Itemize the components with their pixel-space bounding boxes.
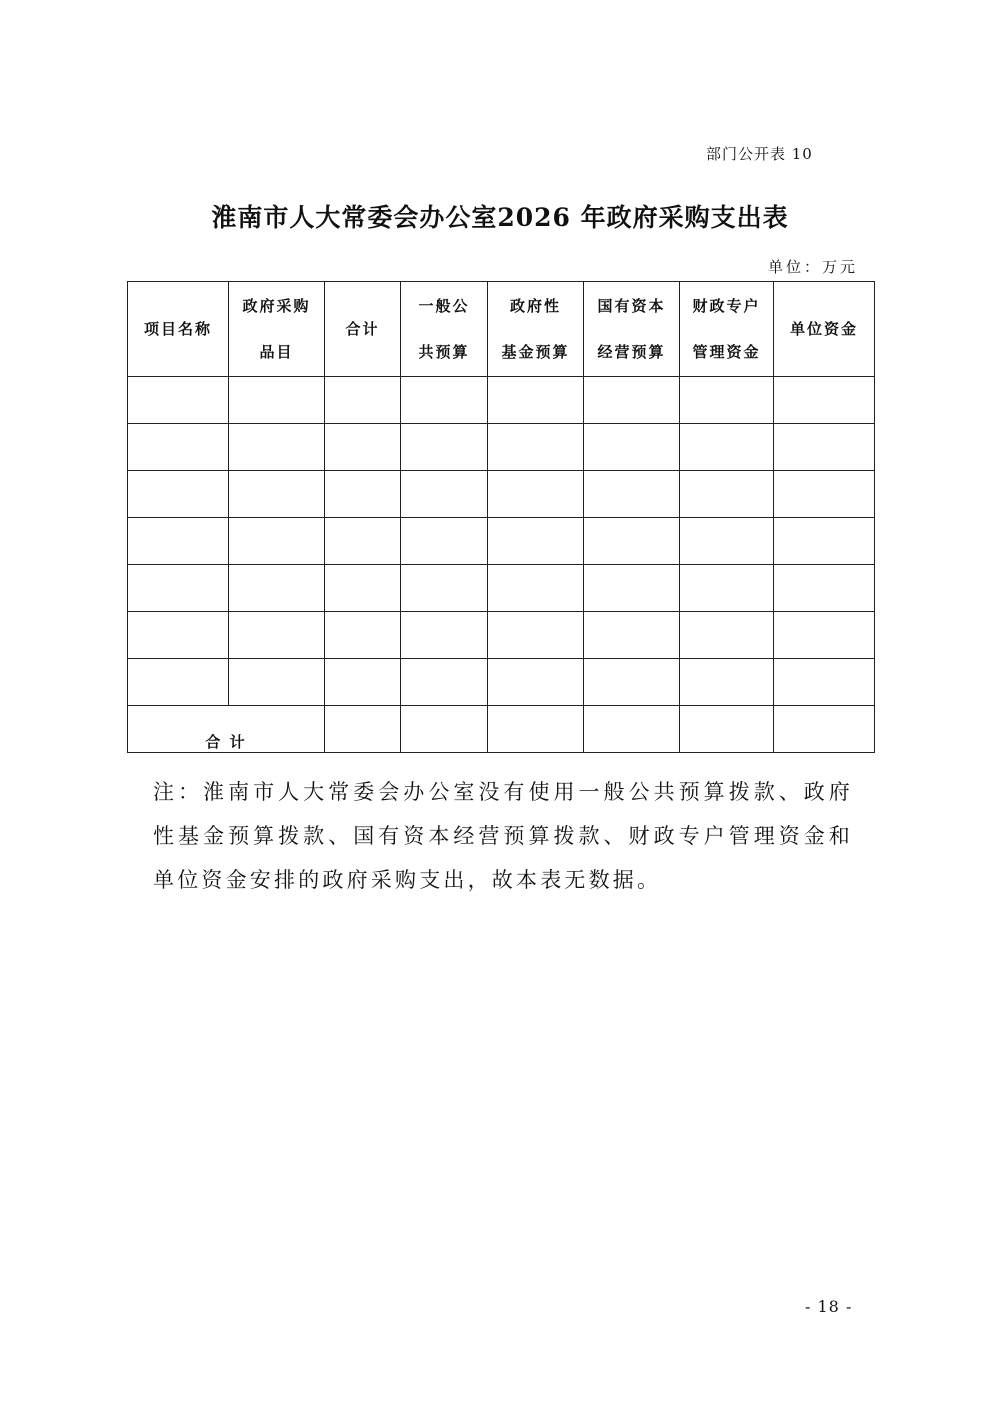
column-header-label: 经营预算 [597,343,666,361]
table-row [128,424,875,471]
table-cell [680,659,774,706]
table-cell [325,377,401,424]
table-cell [584,377,680,424]
table-cell [229,659,325,706]
column-header-label: 项目名称 [143,320,212,338]
column-header-label: 政府采购 [242,297,311,315]
table-row [128,377,875,424]
table-cell [229,565,325,612]
table-cell [401,377,488,424]
table-cell [128,471,229,518]
table-cell [774,471,875,518]
table-cell [229,377,325,424]
procurement-table [127,281,875,753]
table-cell [128,424,229,471]
table-cell [488,471,584,518]
table-cell [229,612,325,659]
table-cell [774,518,875,565]
table-row [128,565,875,612]
table-cell [325,659,401,706]
table-cell [401,518,488,565]
column-header-label: 政府性 [509,297,561,315]
column-header-total [325,282,401,377]
table-cell [128,565,229,612]
table-cell [488,424,584,471]
table-cell [325,471,401,518]
table-cell [128,659,229,706]
table-cell [229,471,325,518]
table-cell [325,565,401,612]
table-cell [584,518,680,565]
table-row [128,612,875,659]
table-total-row [128,706,875,753]
total-row-label: 合 计 [128,706,325,753]
table-cell [584,612,680,659]
page-title: 淮南市人大常委会办公室2026 年政府采购支出表 [211,203,789,232]
table-cell [680,565,774,612]
table-cell [401,612,488,659]
table-cell [128,377,229,424]
table-body [128,377,875,753]
column-header-label: 单位资金 [789,320,858,338]
column-header-procurement-category [229,282,325,377]
table-cell [680,471,774,518]
column-header-label: 国有资本 [597,297,666,315]
table-cell [680,377,774,424]
table-cell [229,518,325,565]
column-header-label: 基金预算 [501,343,570,361]
table-cell [774,706,875,753]
table-cell [401,471,488,518]
table-cell [488,565,584,612]
table-cell [128,612,229,659]
table-id-label: 部门公开表 10 [706,145,813,163]
table-cell [488,706,584,753]
table-cell [680,424,774,471]
table-cell [325,706,401,753]
column-header-project-name [128,282,229,377]
table-cell [584,565,680,612]
table-note: 注：淮南市人大常委会办公室没有使用一般公共预算拨款、政府性基金预算拨款、国有资本经营预算拨款、财政专户管理资金和单位资金安排的政府采购支出，故本表无数据。 [153,780,853,892]
column-header-label: 财政专户 [692,297,761,315]
column-header-unit-funds [774,282,875,377]
table-cell [680,706,774,753]
column-header-label: 管理资金 [692,343,761,361]
table-cell [774,377,875,424]
table-header-row [128,282,875,377]
table-cell [680,518,774,565]
table-cell [774,565,875,612]
table-cell [584,471,680,518]
table-cell [325,518,401,565]
table-cell [584,706,680,753]
column-header-general-budget [401,282,488,377]
table-row [128,659,875,706]
page-number: - 18 - [805,1297,853,1316]
table-row [128,518,875,565]
column-header-fund-budget [488,282,584,377]
table-cell [488,612,584,659]
unit-label: 单位：万元 [768,258,859,276]
table-cell [325,612,401,659]
table-cell [401,706,488,753]
table-cell [584,659,680,706]
table-row [128,471,875,518]
table-cell [229,424,325,471]
column-header-label: 品目 [259,343,294,361]
column-header-label: 一般公 [418,297,470,315]
table-cell [774,612,875,659]
table-cell [401,565,488,612]
table-cell [488,518,584,565]
column-header-label: 共预算 [418,343,470,361]
table-cell [488,377,584,424]
table-cell [680,612,774,659]
table-cell [325,424,401,471]
table-cell [774,424,875,471]
table-cell [401,424,488,471]
column-header-state-capital-budget [584,282,680,377]
table-cell [488,659,584,706]
column-header-label: 合计 [345,320,380,338]
table-cell [128,518,229,565]
column-header-special-account-funds [680,282,774,377]
table-cell [401,659,488,706]
table-cell [774,659,875,706]
table-cell [584,424,680,471]
